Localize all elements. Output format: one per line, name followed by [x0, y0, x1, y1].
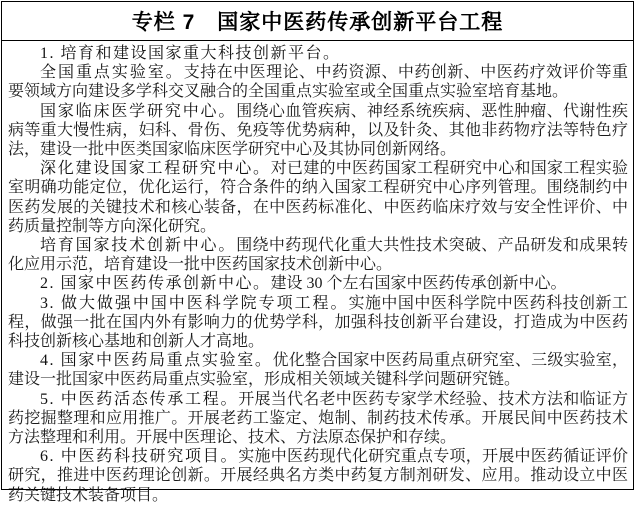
paragraph-lead: 全国重点实验室。	[40, 64, 184, 82]
column-7-panel	[1, 1, 634, 504]
paragraph-text: 实施中国中医科学院中医药科技创新工程，做强一批在国内外有影响力的优势学科，加强科技创新平台建设，打造成为中医药科技创新核心基地和创新人才高地。	[8, 294, 628, 351]
paragraph-10	[8, 447, 628, 505]
paragraph-lead: 4. 国家中医药局重点实验室。	[40, 352, 273, 370]
paragraph-text: 对已建的中医药国家工程研究中心和国家工程实验室明确功能定位，优化运行，符合条件的纳入国家工程研究中心序列管理。围绕制约中医药发展的关键技术和核心装备，在中医药标准化、中医药临床疗效与安全性评价、中药质量控制等方向深化研究。	[8, 160, 628, 235]
paragraph-lead: 深化建设国家工程研究中心。	[40, 160, 271, 178]
paragraph-lead: 国家临床医学研究中心。	[40, 102, 237, 120]
paragraph-text: 支持在中医理论、中药资源、中药创新、中医药疗效评价等重要领域方向建设多学科交叉融合的全国重点实验室或全国重点实验室培育基地。	[8, 64, 628, 101]
column-body	[1, 41, 634, 504]
paragraph-lead: 6. 中医药科技研究项目。	[40, 448, 239, 466]
paragraph-3	[8, 102, 628, 160]
paragraph-6	[8, 274, 628, 293]
paragraph-2	[8, 63, 628, 101]
column-title-bar	[1, 1, 634, 41]
paragraph-8	[8, 351, 628, 389]
paragraph-lead: 培育国家技术创新中心。	[40, 237, 237, 255]
paragraph-text: 建设 30 个左右国家中医药传承创新中心。	[270, 275, 567, 293]
paragraph-text: 围绕心血管疾病、神经系统疾病、恶性肿瘤、代谢性疾病等重大慢性病，妇科、骨伤、免疫等优势病种，以及针灸、其他非药物疗法等特色疗法，建设一批中医类国家临床医学研究中心及其协同创新网络。	[8, 102, 628, 159]
paragraph-lead: 1. 培育和建设国家重大科技创新平台。	[40, 45, 341, 62]
paragraph-lead: 3. 做大做强中国中医科学院专项工程。	[40, 294, 349, 312]
paragraph-text: 开展当代名老中医药专家学术经验、技术方法和临证方药挖掘整理和应用推广。开展老药工鉴定、炮制、制药技术传承。开展民间中医药技术方法整理和利用。开展中医理论、技术、方法原态保护和存续。	[8, 390, 628, 447]
paragraph-text: 实施中医药现代化研究重点专项，开展中医药循证评价研究，推进中医药理论创新。开展经典名方类中药复方制剂研发、应用。推动设立中医药关键技术装备项目。	[8, 448, 628, 504]
paragraph-1	[8, 44, 628, 63]
column-title: 专栏 7 国家中医药传承创新平台工程	[131, 11, 504, 34]
paragraph-5	[8, 236, 628, 274]
paragraph-lead: 2. 国家中医药传承创新中心。	[40, 275, 271, 293]
paragraph-9	[8, 390, 628, 448]
paragraph-text: 优化整合国家中医药局重点研究室、三级实验室，建设一批国家中医药局重点实验室，形成相关领域关键科学问题研究链。	[8, 352, 628, 389]
paragraph-4	[8, 159, 628, 236]
paragraph-text: 围绕中药现代化重大共性技术突破、产品研发和成果转化应用示范，培育建设一批中医药国家技术创新中心。	[8, 237, 628, 274]
paragraph-lead: 5. 中医药活态传承工程。	[40, 390, 239, 408]
paragraph-7	[8, 294, 628, 352]
